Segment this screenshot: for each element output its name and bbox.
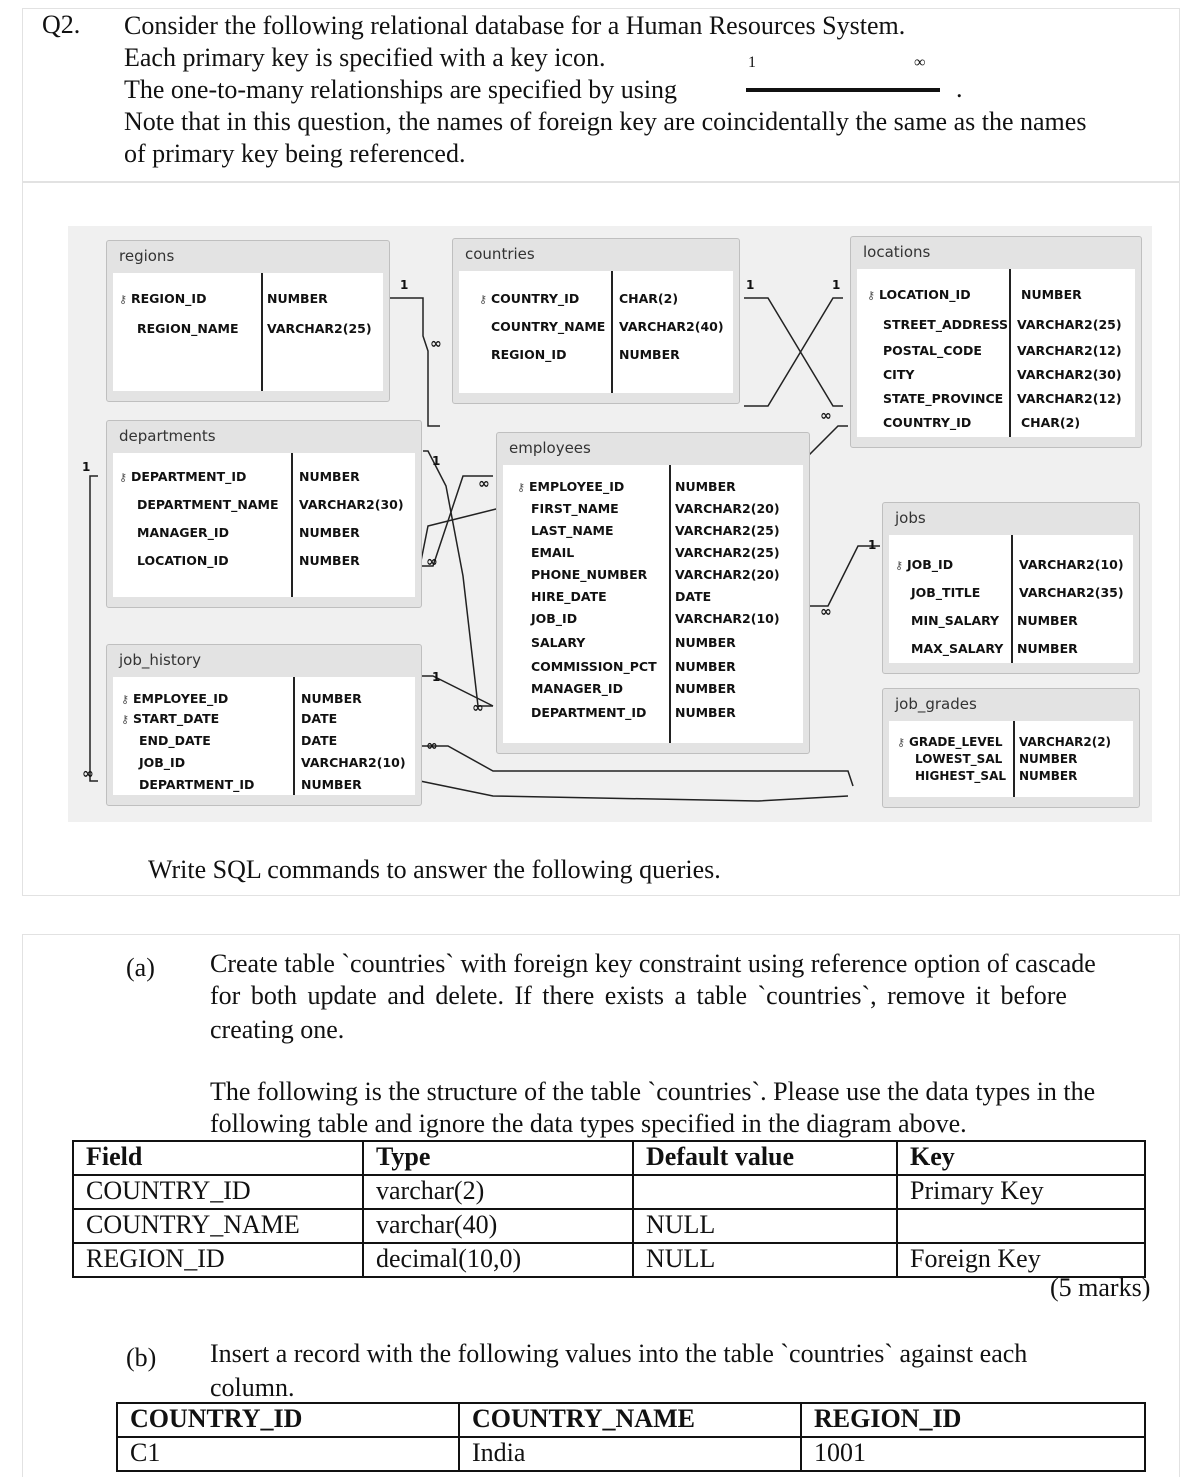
table-cell: COUNTRY_ID: [73, 1175, 363, 1209]
cardinality-many: ∞: [430, 336, 442, 352]
key-icon: ⚷: [121, 693, 130, 706]
part-a-line-1: Create table `countries` with foreign key constraint using reference option of cascade: [210, 949, 1096, 978]
table-cell: [897, 1209, 1145, 1243]
cardinality-many: ∞: [82, 766, 94, 782]
header-cell: Type: [363, 1141, 633, 1175]
instruction-text: Write SQL commands to answer the following queries.: [148, 855, 721, 884]
entity-title: regions: [119, 247, 175, 265]
part-a-marks: (5 marks): [1050, 1273, 1151, 1302]
entity-title: job_grades: [895, 695, 977, 713]
entity-body: ⚷ EMPLOYEE_ID NUMBER ⚷ START_DATE DATE END_DATE DATE JOB_ID VARCHAR2(10) DEPARTMENT_ID NUMBER: [113, 677, 415, 795]
question-line-5: of primary key being referenced.: [124, 139, 466, 168]
part-a-structure-line-1: The following is the structure of the table `countries`. Please use the data types in the: [210, 1077, 1096, 1106]
entity-title: countries: [465, 245, 535, 263]
key-icon: ⚷: [121, 713, 130, 726]
key-icon: ⚷: [119, 293, 128, 306]
table-row: [117, 1437, 1145, 1471]
entity-title: jobs: [895, 509, 926, 527]
key-icon: ⚷: [867, 289, 876, 302]
cardinality-many: ∞: [820, 408, 832, 424]
entity-body: ⚷ DEPARTMENT_ID NUMBER DEPARTMENT_NAME VARCHAR2(30) MANAGER_ID NUMBER LOCATION_ID NUMBER: [113, 453, 415, 597]
entity-job-history: [106, 644, 422, 806]
table-row: [73, 1175, 1145, 1209]
insert-values-table: [116, 1402, 1146, 1472]
entity-body: ⚷ EMPLOYEE_ID NUMBER FIRST_NAME VARCHAR2(20) LAST_NAME VARCHAR2(25) EMAIL VARCHAR2(25) PHONE_NUMBER VARCHAR2(20) HIRE_DATE DATE JOB_ID VARCHAR2(10) SALARY NUMBER COMMISSION_PCT NUMBER MANAGER_ID NUMBER DEPARTMENT_ID NUMBER: [503, 465, 803, 743]
cardinality-one: 1: [82, 460, 91, 474]
entity-employees: [496, 432, 810, 754]
cardinality-many: ∞: [426, 738, 438, 754]
cardinality-many: ∞: [820, 604, 832, 620]
table-cell: REGION_ID: [73, 1243, 363, 1277]
part-b-line-1: Insert a record with the following values into the table `countries` against each: [210, 1339, 1028, 1368]
table-cell: C1: [117, 1437, 459, 1471]
entity-body: ⚷ COUNTRY_ID CHAR(2) COUNTRY_NAME VARCHAR2(40) REGION_ID NUMBER: [459, 271, 733, 393]
table-cell: NULL: [633, 1243, 897, 1277]
cardinality-one: 1: [432, 454, 441, 468]
table-cell: [633, 1175, 897, 1209]
legend-relationship-line: [746, 88, 940, 92]
table-cell: Primary Key: [897, 1175, 1145, 1209]
table-row: [73, 1209, 1145, 1243]
entity-body: ⚷ LOCATION_ID NUMBER STREET_ADDRESS VARCHAR2(25) POSTAL_CODE VARCHAR2(12) CITY VARCHAR2(30) STATE_PROVINCE VARCHAR2(12) COUNTRY_ID CHAR(2): [857, 269, 1135, 437]
table-cell: varchar(2): [363, 1175, 633, 1209]
legend-many-label: ∞: [914, 54, 926, 71]
question-line-1: Consider the following relational database for a Human Resources System.: [124, 11, 906, 40]
key-icon: ⚷: [517, 481, 526, 494]
entity-body: ⚷ GRADE_LEVEL VARCHAR2(2) LOWEST_SAL NUMBER HIGHEST_SAL NUMBER: [889, 721, 1133, 797]
legend-one-label: 1: [748, 54, 756, 71]
key-icon: ⚷: [897, 736, 906, 749]
part-a-line-3: creating one.: [210, 1015, 345, 1044]
cardinality-one: 1: [832, 278, 841, 292]
entity-regions: [106, 240, 390, 402]
cardinality-many: ∞: [478, 476, 490, 492]
table-cell: COUNTRY_NAME: [73, 1209, 363, 1243]
key-icon: ⚷: [479, 293, 488, 306]
table-row: [73, 1243, 1145, 1277]
entity-title: locations: [863, 243, 931, 261]
table-cell: decimal(10,0): [363, 1243, 633, 1277]
part-a-structure-line-2: following table and ignore the data types specified in the diagram above.: [210, 1109, 967, 1138]
entity-title: job_history: [119, 651, 201, 669]
cardinality-one: 1: [400, 278, 409, 292]
table-header-row: [117, 1403, 1145, 1437]
header-cell: Key: [897, 1141, 1145, 1175]
cardinality-one: 1: [432, 670, 441, 684]
cardinality-many: ∞: [472, 700, 484, 716]
cardinality-many: ∞: [426, 554, 438, 570]
header-cell: Default value: [633, 1141, 897, 1175]
question-line-2: Each primary key is specified with a key icon.: [124, 43, 606, 72]
key-icon: ⚷: [119, 471, 128, 484]
table-cell: 1001: [801, 1437, 1145, 1471]
er-diagram: [68, 226, 1152, 822]
table-cell: Foreign Key: [897, 1243, 1145, 1277]
cardinality-one: 1: [868, 538, 877, 552]
part-b-label: (b): [126, 1343, 157, 1372]
entity-title: departments: [119, 427, 216, 445]
table-cell: NULL: [633, 1209, 897, 1243]
entity-jobs: [882, 502, 1140, 674]
entity-body: ⚷ JOB_ID VARCHAR2(10) JOB_TITLE VARCHAR2(35) MIN_SALARY NUMBER MAX_SALARY NUMBER: [889, 535, 1133, 663]
part-a-line-2: for both update and delete. If there exists a table `countries`, remove it before: [210, 981, 1067, 1010]
table-cell: varchar(40): [363, 1209, 633, 1243]
header-cell: COUNTRY_NAME: [459, 1403, 801, 1437]
header-cell: COUNTRY_ID: [117, 1403, 459, 1437]
table-header-row: [73, 1141, 1145, 1175]
countries-structure-table: [72, 1140, 1146, 1278]
part-a-label: (a): [126, 953, 155, 982]
entity-locations: [850, 236, 1142, 448]
question-line-4: Note that in this question, the names of foreign key are coincidentally the same as the names: [124, 107, 1087, 136]
legend-period: .: [956, 74, 963, 103]
part-b-line-2: column.: [210, 1373, 295, 1402]
entity-job-grades: [882, 688, 1140, 808]
entity-departments: [106, 420, 422, 608]
question-line-3: The one-to-many relationships are specified by using: [124, 75, 678, 104]
entity-countries: [452, 238, 740, 404]
cardinality-one: 1: [746, 278, 755, 292]
question-number: Q2.: [42, 10, 81, 39]
table-cell: India: [459, 1437, 801, 1471]
header-cell: Field: [73, 1141, 363, 1175]
entity-body: ⚷ REGION_ID NUMBER REGION_NAME VARCHAR2(25): [113, 273, 383, 391]
entity-title: employees: [509, 439, 591, 457]
key-icon: ⚷: [895, 559, 904, 572]
header-cell: REGION_ID: [801, 1403, 1145, 1437]
